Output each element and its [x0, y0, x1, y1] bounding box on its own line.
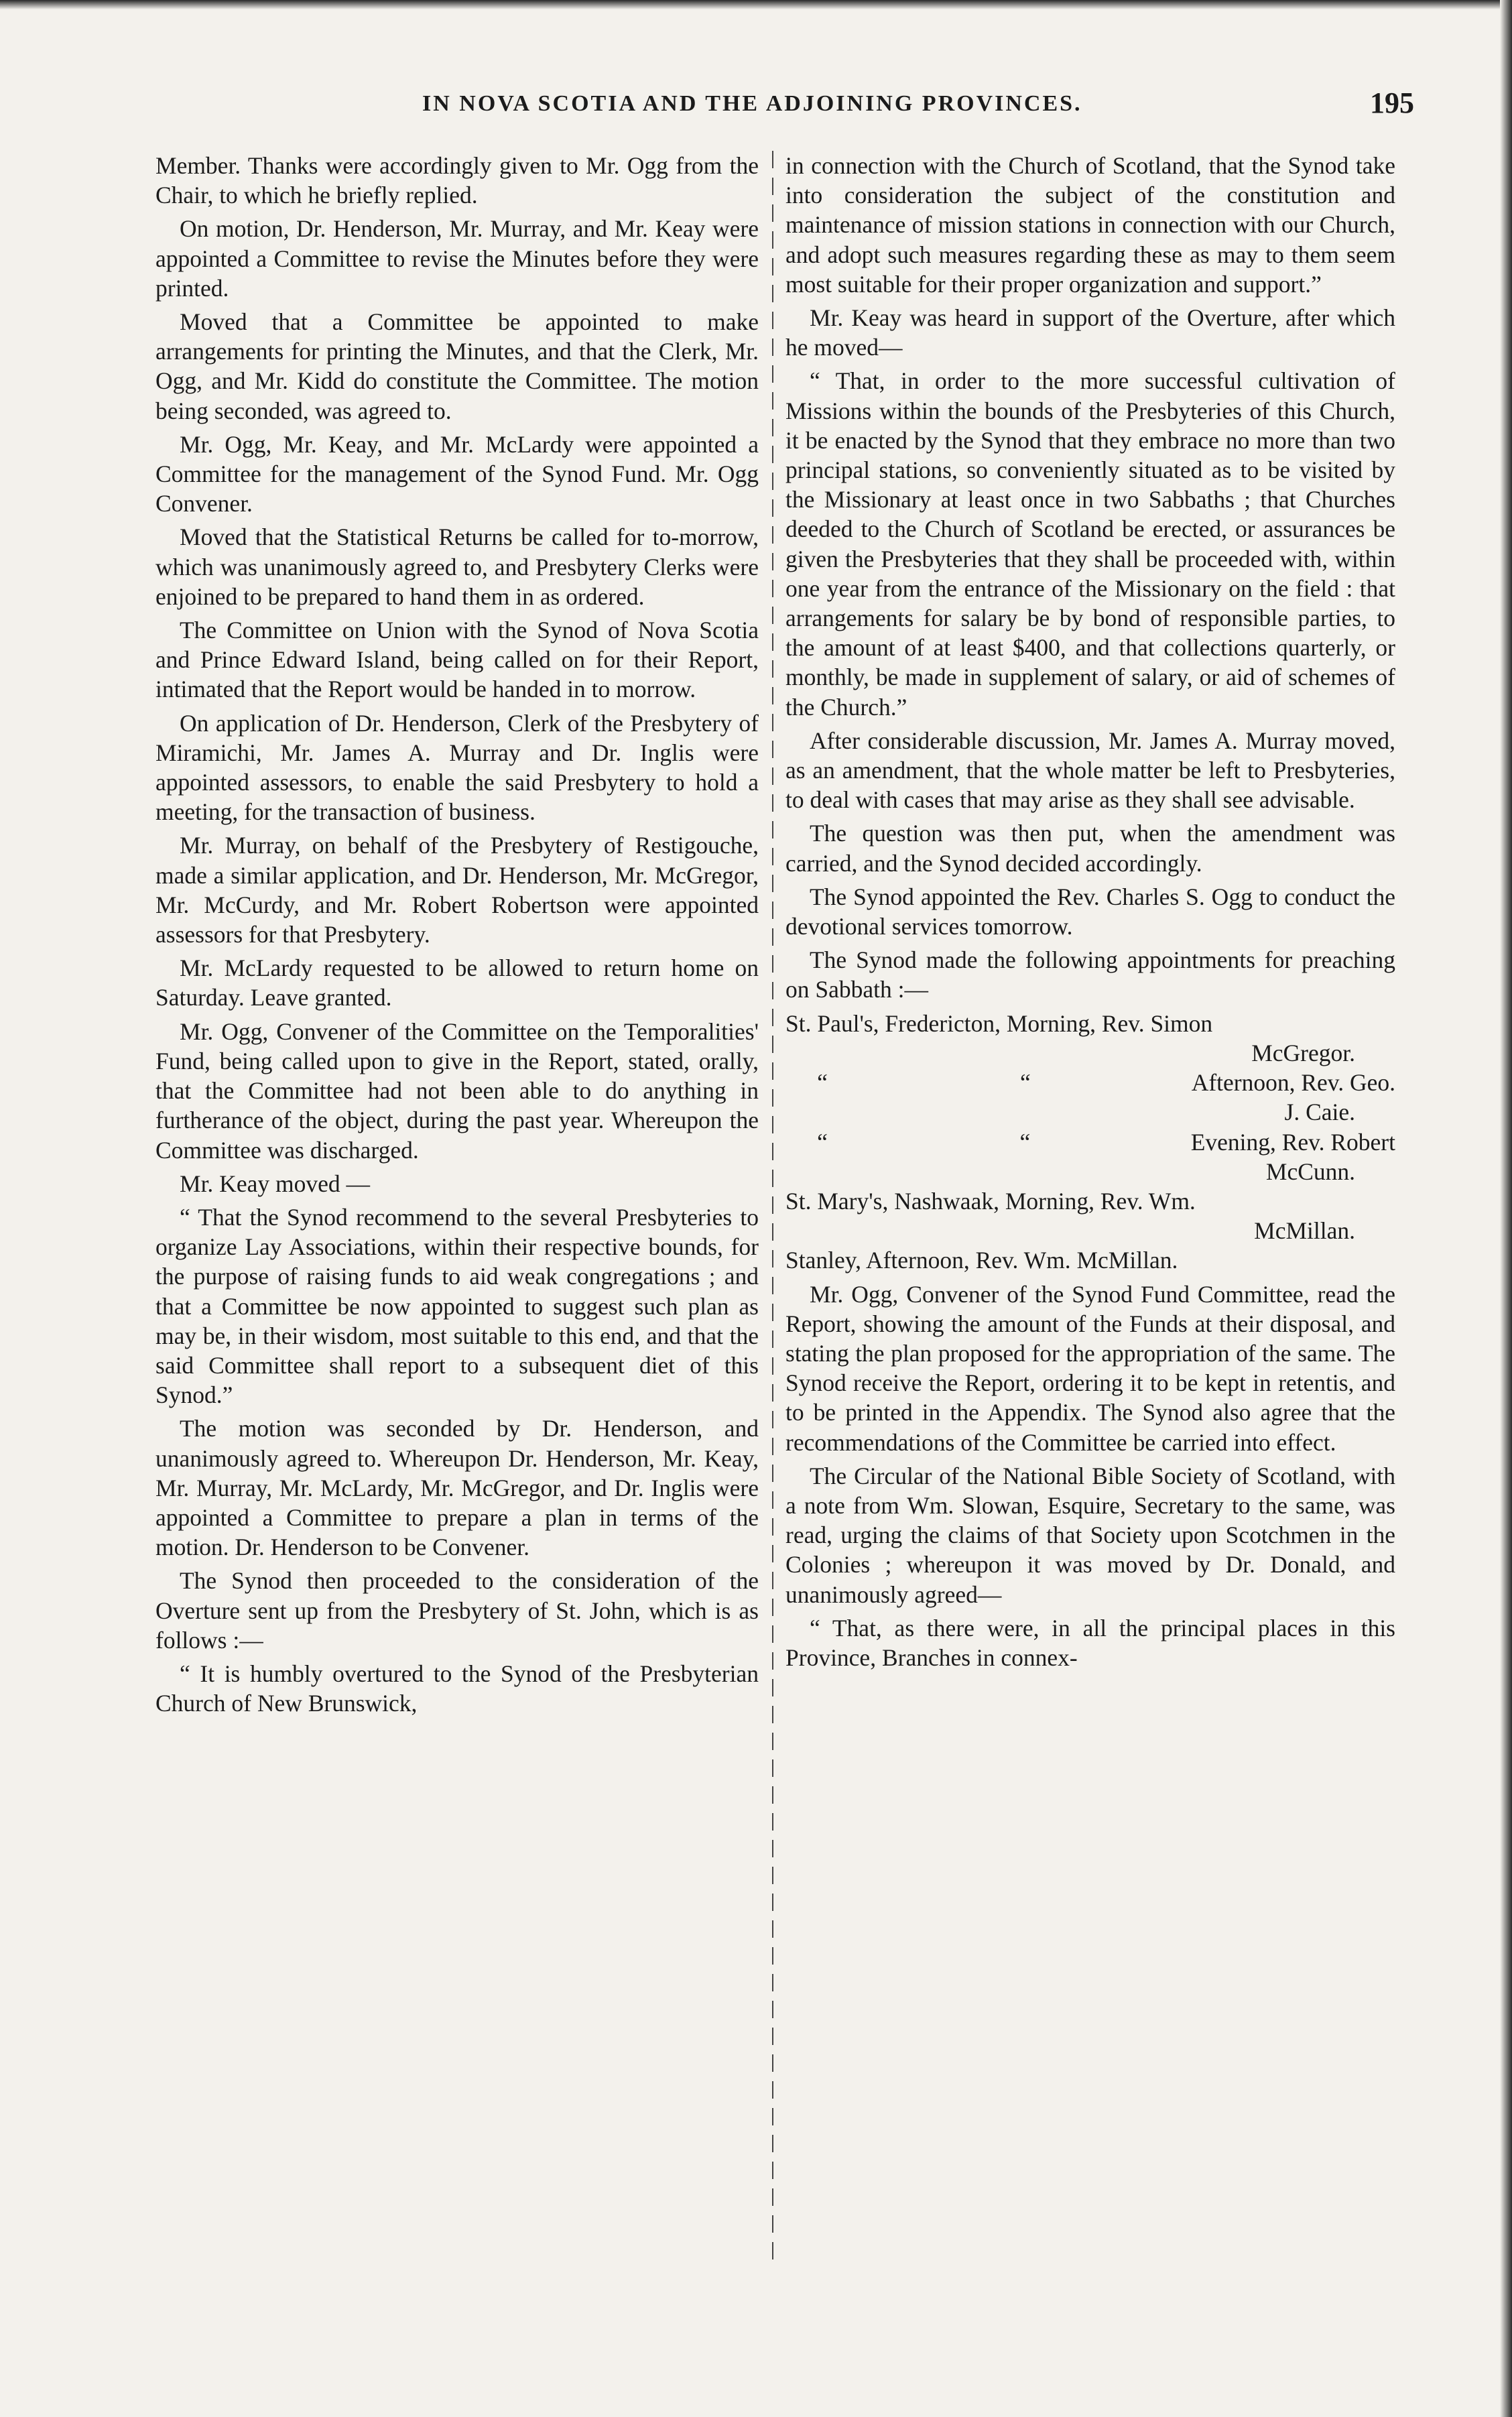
paragraph: Member. Thanks were accordingly given to Mr. Ogg from the Chair, to which he briefly replied. — [155, 152, 759, 209]
paragraph: Moved that a Committee be appointed to make arrangements for printing the Minutes, and that the Clerk, Mr. Ogg, and Mr. Kidd do constitute the Committee. The motion being seconded, was agreed to. — [155, 308, 759, 424]
left-column — [155, 151, 759, 1722]
paragraph: Mr. Ogg, Mr. Keay, and Mr. McLardy were appointed a Committee for the management of the Synod Fund. Mr. Ogg Convener. — [155, 430, 759, 517]
appointment-continuation: McMillan. — [1254, 1217, 1355, 1245]
appointment-line: St. Paul's, Fredericton, Morning, Rev. Simon — [785, 1009, 1213, 1037]
paragraph: Mr. Ogg, Convener of the Synod Fund Committee, read the Report, showing the amount of the Funds at their disposal, and stating the plan proposed for the appropriation of the same. The Synod receive the Report, ordering it to be kept in retentis, and to be printed in the Appendix. The Synod also agree that the recommendations of the Committee be carried into effect. — [785, 1280, 1395, 1456]
paragraph: Moved that the Statistical Returns be called for to-morrow, which was unanimously agreed to, and Presbytery Clerks were enjoined to be prepared to hand them in as ordered. — [155, 523, 759, 610]
paragraph: The Committee on Union with the Synod of Nova Scotia and Prince Edward Island, being called on for their Report, intimated that the Report would be handed in to morrow. — [155, 617, 759, 703]
paragraph: After considerable discussion, Mr. James A. Murray moved, as an amendment, that the whole matter be left to Presbyteries, to deal with cases that may arise as they shall see advisable. — [785, 727, 1395, 814]
appointments-list — [785, 1009, 1395, 1276]
appointment-detail: Afternoon, Rev. Geo. — [1191, 1069, 1395, 1097]
quoted-overture: “ It is humbly overtured to the Synod of the Presbyterian Church of New Brunswick, — [155, 1660, 759, 1717]
paragraph: Mr. Keay was heard in support of the Overture, after which he moved— — [785, 304, 1395, 361]
appointment-line: Stanley, Afternoon, Rev. Wm. McMillan. — [785, 1247, 1178, 1274]
paragraph: The Synod then proceeded to the consideration of the Overture sent up from the Presbytery of St. John, which is as follows :— — [155, 1567, 759, 1654]
running-title: IN NOVA SCOTIA AND THE ADJOINING PROVINCES. — [422, 91, 1082, 116]
appointment-line: St. Mary's, Nashwaak, Morning, Rev. Wm. — [785, 1187, 1196, 1215]
page-number: 195 — [1370, 86, 1414, 119]
appointment-continuation: McGregor. — [1251, 1039, 1355, 1066]
page-header — [154, 86, 1414, 133]
ditto-mark: “ — [1019, 1069, 1031, 1097]
appointment-line — [785, 1068, 1395, 1097]
paragraph: Mr. McLardy requested to be allowed to return home on Saturday. Leave granted. — [155, 954, 759, 1011]
ditto-mark: “ — [817, 1128, 828, 1156]
paragraph: The Synod made the following appointments for preaching on Sabbath :— — [785, 946, 1395, 1003]
column-divider — [772, 151, 773, 2269]
paragraph: On motion, Dr. Henderson, Mr. Murray, and Mr. Keay were appointed a Committee to revise the Minutes before they were printed. — [155, 215, 759, 302]
scan-top-edge — [0, 0, 1512, 9]
right-column — [785, 151, 1395, 1676]
paragraph: The Synod appointed the Rev. Charles S. Ogg to conduct the devotional services tomorrow. — [785, 883, 1395, 940]
quoted-motion: “ That, as there were, in all the principal places in this Province, Branches in connex- — [785, 1614, 1395, 1671]
paragraph: in connection with the Church of Scotland, that the Synod take into consideration the subject of the constitution and maintenance of mission stations in connection with our Church, and adopt such measures regarding these as may to them seem most suitable for their proper organization and support.” — [785, 152, 1395, 298]
paragraph: The motion was seconded by Dr. Henderson, and unanimously agreed to. Whereupon Dr. Henderson, Mr. Keay, Mr. Murray, Mr. McLardy, Mr. McGregor, and Dr. Inglis were appointed a Committee to prepare a plan in terms of the motion. Dr. Henderson to be Convener. — [155, 1415, 759, 1561]
scan-right-edge — [1500, 0, 1512, 2417]
paragraph: Mr. Ogg, Convener of the Committee on the Temporalities' Fund, being called upon to give in the Report, stated, orally, that the Committee had not been able to do anything in furtherance of the object, during the past year. Whereupon the Committee was discharged. — [155, 1017, 759, 1164]
appointment-detail: Evening, Rev. Robert — [1190, 1128, 1395, 1156]
ditto-mark: “ — [1019, 1128, 1031, 1156]
ditto-mark: “ — [817, 1069, 828, 1097]
quoted-motion: “ That the Synod recommend to the several Presbyteries to organize Lay Associations, within their respective bounds, for the purpose of raising funds to aid weak congregations ; and that a Committee be now appointed to suggest such plan as may be, in their wisdom, most suitable to this end, and that the said Committee shall report to a subsequent diet of this Synod.” — [155, 1203, 759, 1409]
quoted-motion: “ That, in order to the more successful cultivation of Missions within the bounds of the Presbyteries of this Church, it be enacted by the Synod that they embrace no more than two principal stations, so conveniently situated as to be visited by the Missionary at least once in two Sabbaths ; that Churches deeded to the Church of Scotland be erected, or assurances be given the Presbyteries that they shall be proceeded with, within one year from the entrance of the Missionary on the field : that arrangements for salary be by bond of responsible parties, to the amount of at least $400, and that collections quarterly, or monthly, be made in supplement of salary, or aid of schemes of the Church.” — [785, 367, 1395, 721]
appointment-line — [785, 1127, 1395, 1157]
paragraph: The question was then put, when the amendment was carried, and the Synod decided accordingly. — [785, 820, 1395, 877]
appointment-continuation: McCunn. — [1265, 1158, 1355, 1185]
paragraph: The Circular of the National Bible Society of Scotland, with a note from Wm. Slowan, Esquire, Secretary to the same, was read, urging the claims of that Society upon Scotchmen in the Colonies ; whereupon it was moved by Dr. Donald, and unanimously agreed— — [785, 1462, 1395, 1608]
appointment-continuation: J. Caie. — [1284, 1099, 1355, 1126]
paragraph: Mr. Murray, on behalf of the Presbytery of Restigouche, made a similar application, and Dr. Henderson, Mr. McGregor, Mr. McCurdy, and Mr. Robert Robertson were appointed assessors for that Presbytery. — [155, 832, 759, 948]
paragraph: On application of Dr. Henderson, Clerk of the Presbytery of Miramichi, Mr. James A. Murray and Dr. Inglis were appointed assessors, to enable the said Presbytery to hold a meeting, for the transaction of business. — [155, 709, 759, 826]
paragraph: Mr. Keay moved — — [180, 1170, 370, 1197]
